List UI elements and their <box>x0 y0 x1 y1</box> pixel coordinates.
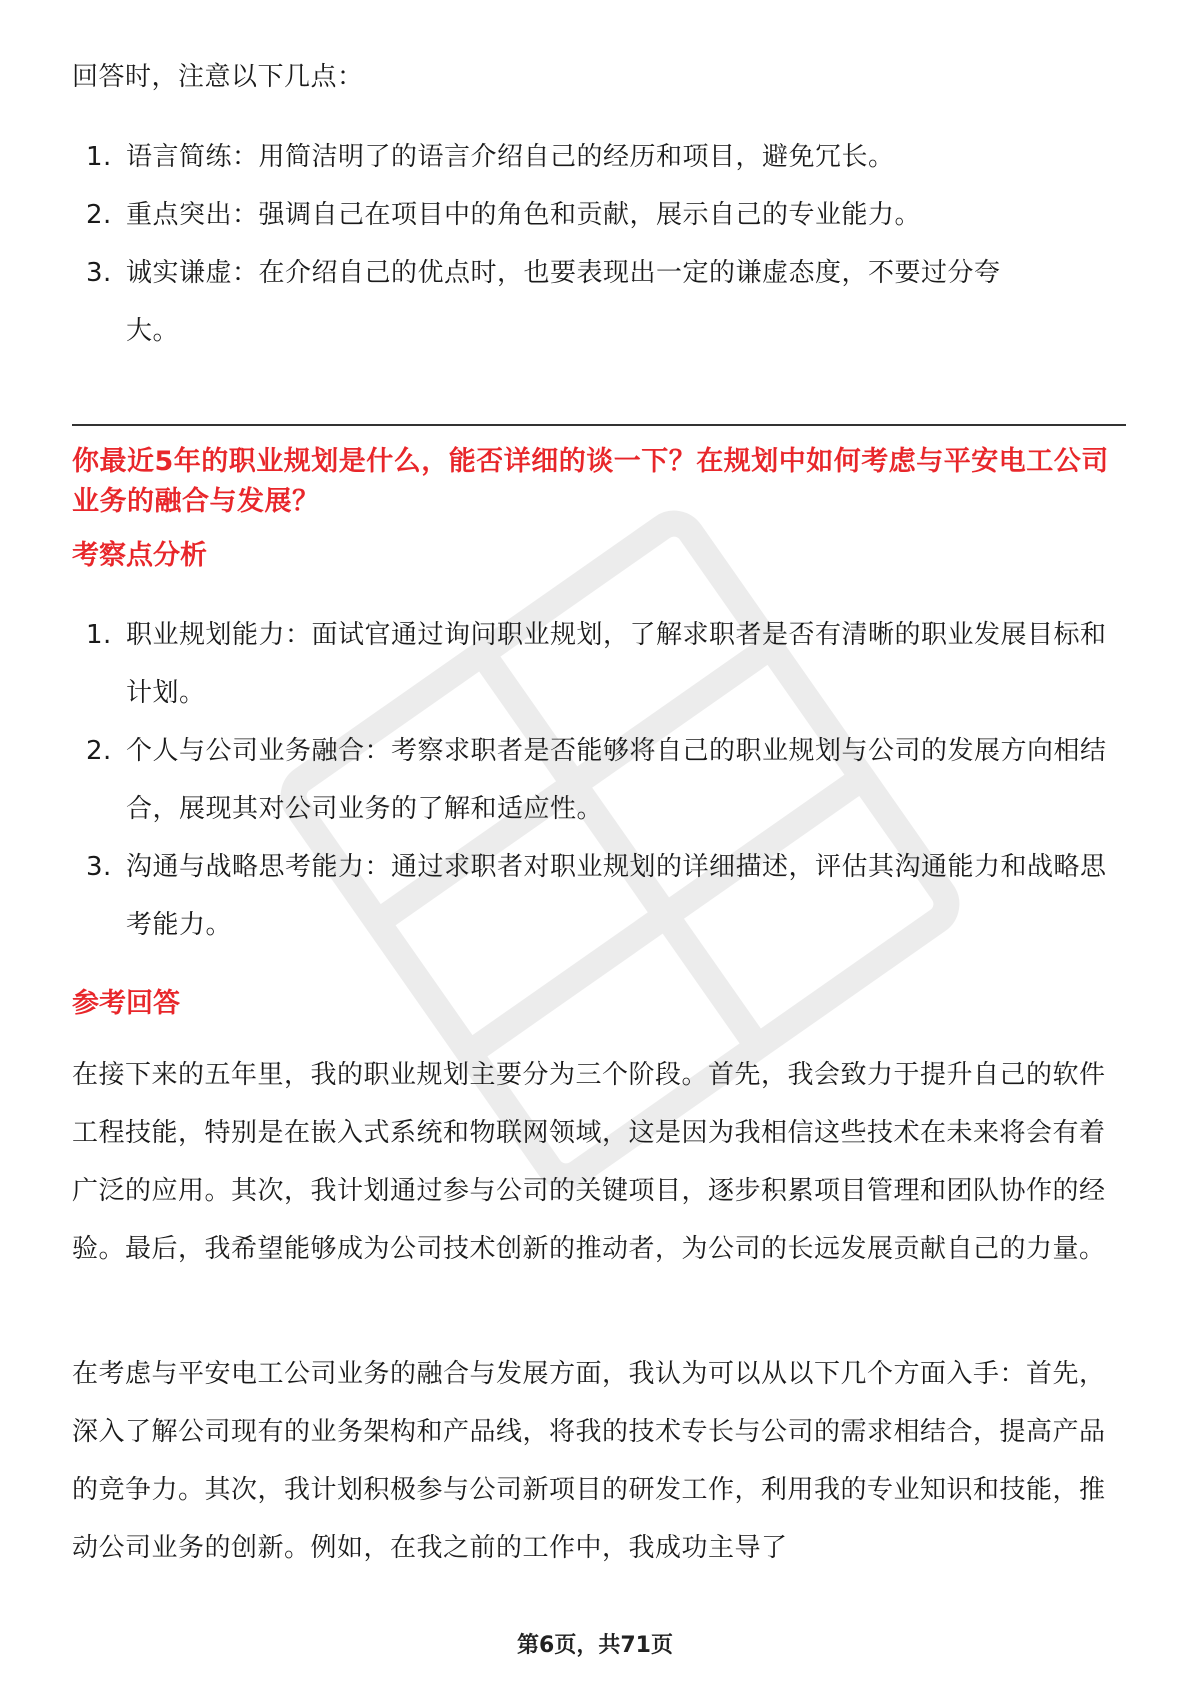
answer-paragraph: 在考虑与平安电工公司业务的融合与发展方面，我认为可以从以下几个方面入手：首先，深入了解公司现有的业务架构和产品线，将我的技术专长与公司的需求相结合，提高产品的竞争力。其次，我计划积极参与公司新项目的研发工作，利用我的专业知识和技能，推动公司业务的创新。例如，在我之前的工作中，我成功主导了 <box>72 1359 1106 1563</box>
intro-text: 回答时，注意以下几点： <box>72 62 364 92</box>
list-item: 1. 语言简练：用简洁明了的语言介绍自己的经历和项目，避免冗长。 <box>86 142 895 172</box>
list-item: 3. 诚实谦虚：在介绍自己的优点时，也要表现出一定的谦虚态度，不要过分夸大。 <box>86 258 1001 346</box>
page-number: 第6页，共71页 <box>517 1633 673 1658</box>
list-item: 1. 职业规划能力：面试官通过询问职业规划，了解求职者是否有清晰的职业发展目标和计划。 <box>86 620 1107 708</box>
tips-list <box>72 128 1132 360</box>
analysis-list <box>72 606 1132 954</box>
list-item: 2. 重点突出：强调自己在项目中的角色和贡献，展示自己的专业能力。 <box>86 200 922 230</box>
list-item: 3. 沟通与战略思考能力：通过求职者对职业规划的详细描述，评估其沟通能力和战略思考能力。 <box>86 852 1107 940</box>
list-item: 2. 个人与公司业务融合：考察求职者是否能够将自己的职业规划与公司的发展方向相结合，展现其对公司业务的了解和适应性。 <box>86 736 1107 824</box>
question-title: 你最近5年的职业规划是什么，能否详细的谈一下？在规划中如何考虑与平安电工公司业务的融合与发展？ <box>72 446 1109 517</box>
answer-heading: 参考回答 <box>72 988 180 1019</box>
section-divider <box>72 424 1126 426</box>
analysis-heading: 考察点分析 <box>72 540 207 571</box>
answer-paragraph: 在接下来的五年里，我的职业规划主要分为三个阶段。首先，我会致力于提升自己的软件工程技能，特别是在嵌入式系统和物联网领域，这是因为我相信这些技术在未来将会有着广泛的应用。其次，我计划通过参与公司的关键项目，逐步积累项目管理和团队协作的经验。最后，我希望能够成为公司技术创新的推动者，为公司的长远发展贡献自己的力量。 <box>72 1060 1106 1264</box>
